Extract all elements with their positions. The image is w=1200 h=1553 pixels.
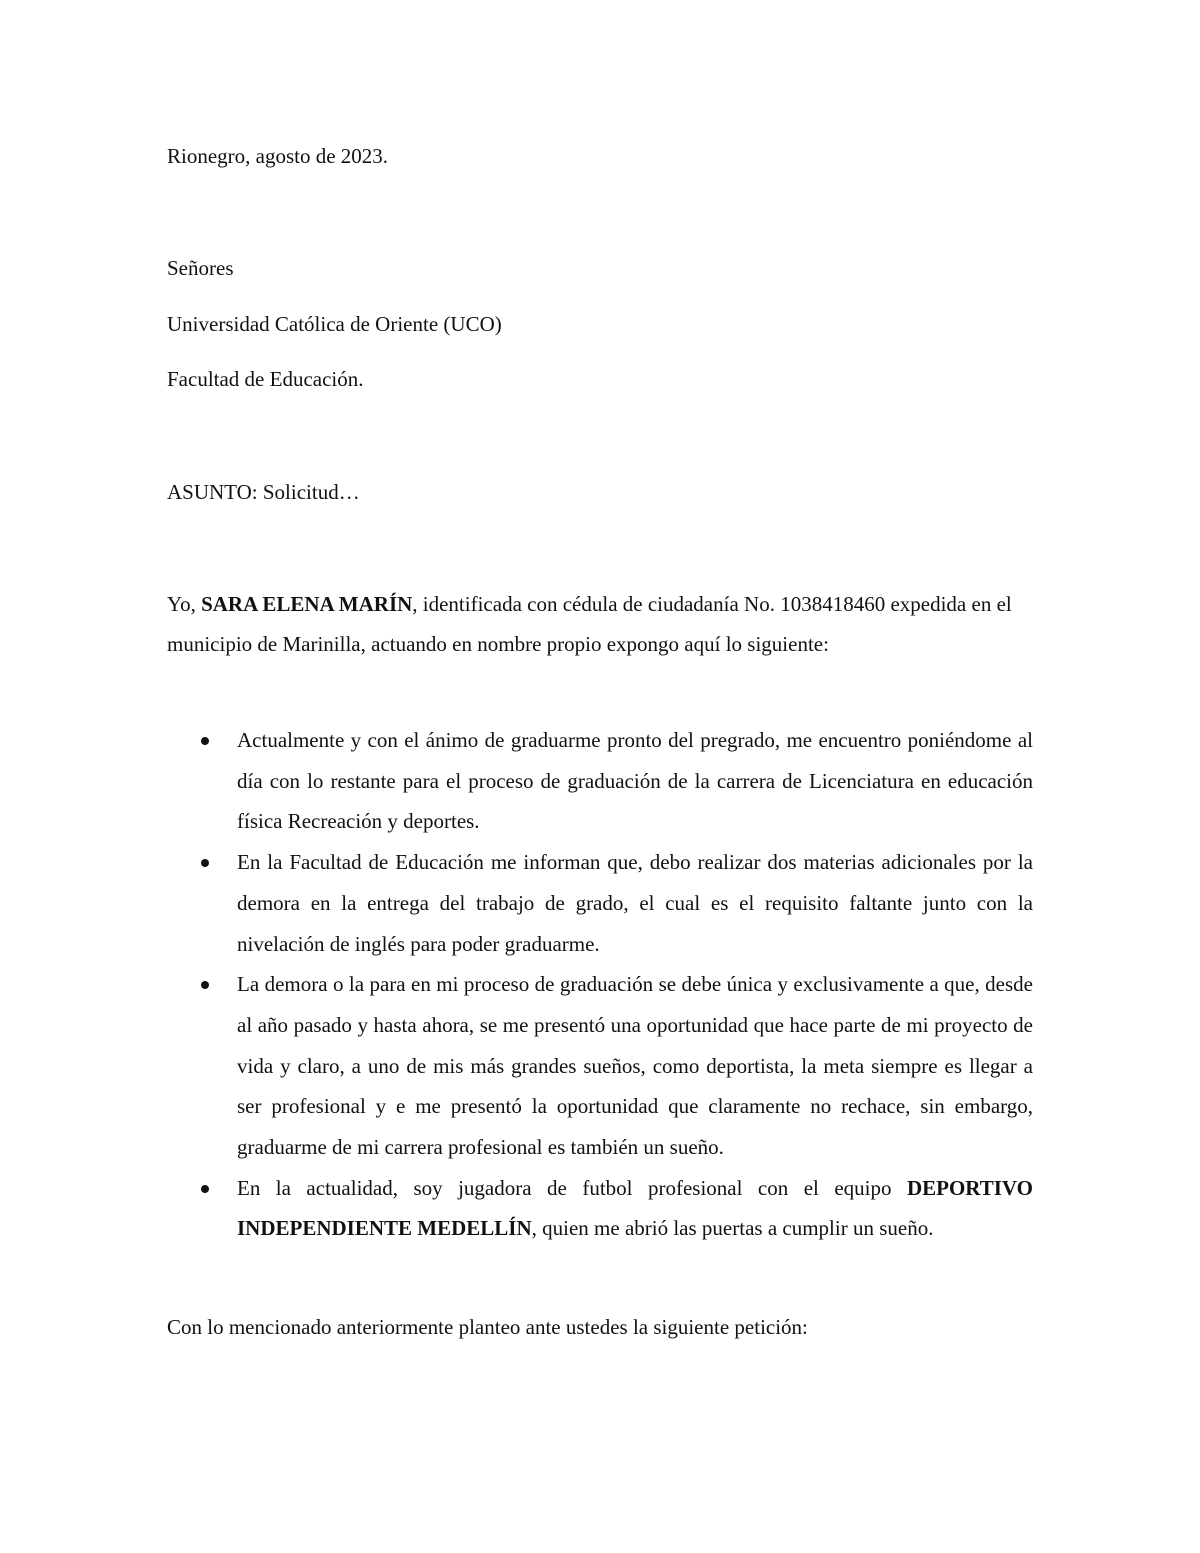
intro-prefix: Yo, [167,592,202,616]
subject-line: ASUNTO: Solicitud… [167,480,360,504]
bullet-icon [201,737,209,745]
list-item-text [237,1176,1033,1241]
list-item-prefix: En la actualidad, soy jugadora de futbol profesional con el equipo [237,1175,907,1200]
recipient-faculty: Facultad de Educación. [167,367,364,391]
list-item [167,1168,1033,1249]
team-name: DEPORTIVO INDEPENDIENTE MEDELLÍN [237,1175,1033,1241]
bullet-icon [201,981,209,989]
list-item-text: En la Facultad de Educación me informan que, debo realizar dos materias adicionales por la demora en la entrega del trabajo de grado, el cual es el requisito faltante junto con la nivelación de inglés para poder graduarme. [237,850,1033,956]
list-item [167,720,1033,842]
list-item [167,842,1033,964]
list-item [167,964,1033,1168]
list-item-text: La demora o la para en mi proceso de graduación se debe única y exclusivamente a que, desde al año pasado y hasta ahora, se me presentó una oportunidad que hace parte de mi proyecto de vida y claro, a uno de mis más grandes sueños, como deportista, la meta siempre es llegar a ser profesional y e me presentó la oportunidad que claramente no rechace, sin embargo, graduarme de mi carrera profesional es también un sueño. [237,972,1033,1160]
intro-paragraph [167,584,1033,664]
recipient-salutation: Señores [167,256,234,280]
list-item-text: Actualmente y con el ánimo de graduarme pronto del pregrado, me encuentro poniéndome al día con lo restante para el proceso de graduación de la carrera de Licenciatura en educación física Recreación y deportes. [237,728,1033,834]
bullet-icon [201,1185,209,1193]
intro-suffix: , identificada con cédula de ciudadanía No. 1038418460 expedida en el municipio de Marinilla, actuando en nombre propio expongo aquí lo siguiente: [167,592,1012,656]
list-item-suffix: , quien me abrió las puertas a cumplir un sueño. [531,1216,934,1241]
signer-name: SARA ELENA MARÍN [201,592,413,616]
facts-list [167,720,1033,1249]
place-date: Rionegro, agosto de 2023. [167,144,389,168]
bullet-icon [201,859,209,867]
recipient-institution: Universidad Católica de Oriente (UCO) [167,312,502,336]
closing-line: Con lo mencionado anteriormente planteo ante ustedes la siguiente petición: [167,1315,808,1339]
